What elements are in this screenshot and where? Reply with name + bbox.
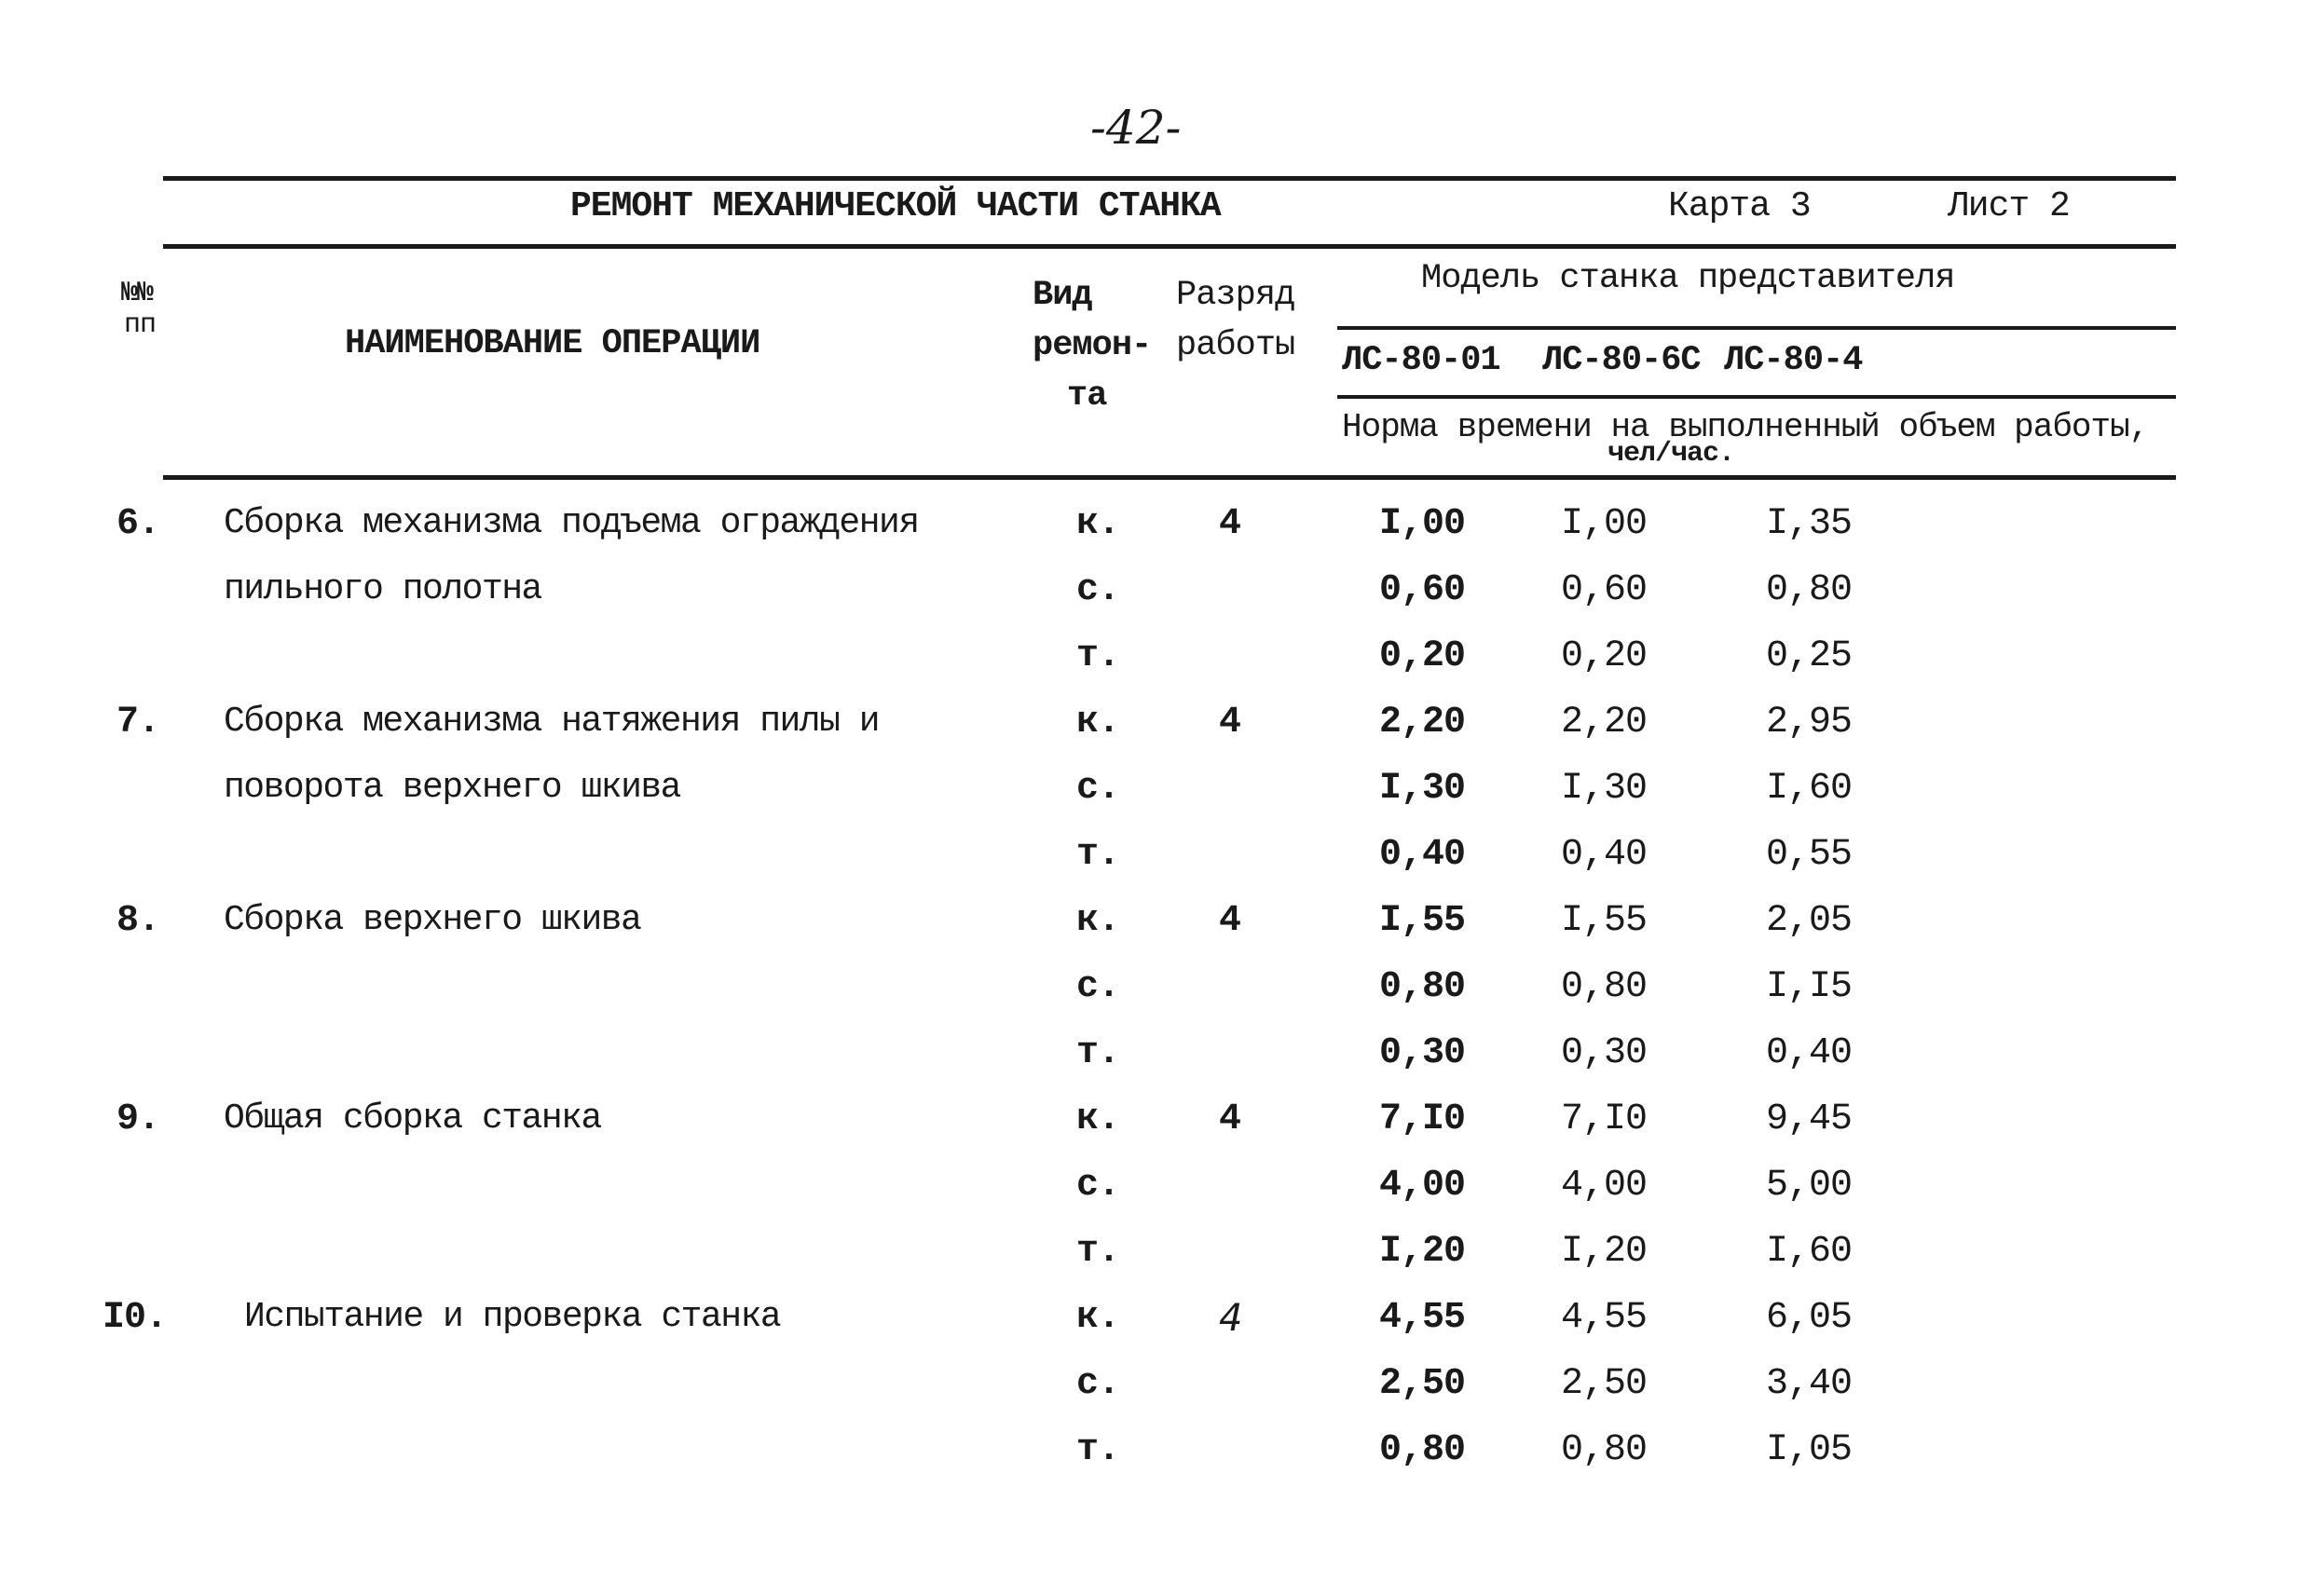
sheet-number: Лист 2 xyxy=(1948,186,2070,226)
repair-type: с. xyxy=(1076,768,1120,810)
time-norm-3: I,60 xyxy=(1766,1231,1853,1273)
document-title: РЕМОНТ МЕХАНИЧЕСКОЙ ЧАСТИ СТАНКА xyxy=(570,186,1221,226)
work-grade: 4 xyxy=(1219,503,1241,545)
time-norm-3: I,35 xyxy=(1766,503,1853,545)
header-bottom-rule xyxy=(163,475,2176,480)
time-norm-1: I,30 xyxy=(1379,768,1466,810)
time-norm-2: 0,80 xyxy=(1561,1429,1648,1471)
col-model-group: Модель станка представителя xyxy=(1421,259,1955,298)
time-norm-1: I,20 xyxy=(1379,1231,1466,1273)
repair-type: с. xyxy=(1076,1165,1120,1207)
operation-name: пильного полотна xyxy=(224,569,541,609)
operation-name: Сборка механизма подъема ограждения xyxy=(224,503,919,543)
time-norm-3: 2,95 xyxy=(1766,702,1853,743)
operation-number: I0. xyxy=(103,1297,168,1339)
col-num-line1: №№ xyxy=(121,278,154,309)
model-group-rule xyxy=(1337,326,2176,330)
operation-number: 9. xyxy=(116,1098,160,1140)
time-norm-1: 0,60 xyxy=(1379,569,1466,611)
time-norm-1: I,00 xyxy=(1379,503,1466,545)
time-norm-2: 4,55 xyxy=(1561,1297,1648,1339)
time-norm-3: 5,00 xyxy=(1766,1165,1853,1207)
time-norm-3: 2,05 xyxy=(1766,900,1853,942)
col-model-1: ЛС-80-01 xyxy=(1342,341,1500,380)
time-norm-1: 0,80 xyxy=(1379,966,1466,1008)
time-norm-3: 3,40 xyxy=(1766,1363,1853,1405)
models-rule xyxy=(1337,395,2176,399)
time-norm-2: 0,40 xyxy=(1561,834,1648,876)
work-grade: 4 xyxy=(1219,1297,1242,1340)
repair-type: т. xyxy=(1076,1032,1120,1074)
repair-type: к. xyxy=(1076,1297,1120,1339)
time-norm-3: I,60 xyxy=(1766,768,1853,810)
time-norm-1: 0,30 xyxy=(1379,1032,1466,1074)
time-norm-2: 7,I0 xyxy=(1561,1098,1648,1140)
time-norm-1: 7,I0 xyxy=(1379,1098,1466,1140)
col-grade-line2: работы xyxy=(1176,326,1295,365)
operation-name: Сборка верхнего шкива xyxy=(224,900,641,940)
repair-type: т. xyxy=(1076,1429,1120,1471)
time-norm-3: 9,45 xyxy=(1766,1098,1853,1140)
time-norm-1: I,55 xyxy=(1379,900,1466,942)
time-norm-3: I,05 xyxy=(1766,1429,1853,1471)
time-norm-2: 0,30 xyxy=(1561,1032,1648,1074)
time-norm-2: I,20 xyxy=(1561,1231,1648,1273)
time-norm-2: 0,20 xyxy=(1561,635,1648,677)
work-grade: 4 xyxy=(1219,702,1241,743)
time-norm-2: I,55 xyxy=(1561,900,1648,942)
time-norm-3: I,I5 xyxy=(1766,966,1853,1008)
col-name-header: НАИМЕНОВАНИЕ ОПЕРАЦИИ xyxy=(345,324,760,363)
col-repair-line3: та xyxy=(1067,376,1107,416)
time-norm-1: 2,50 xyxy=(1379,1363,1466,1405)
time-norm-1: 0,80 xyxy=(1379,1429,1466,1471)
col-model-2: ЛС-80-6С xyxy=(1542,341,1701,380)
repair-type: с. xyxy=(1076,1363,1120,1405)
col-repair-line2: ремон- xyxy=(1033,326,1152,365)
repair-type: к. xyxy=(1076,900,1120,942)
operation-name: поворота верхнего шкива xyxy=(224,768,680,808)
repair-type: с. xyxy=(1076,966,1120,1008)
time-norm-3: 0,25 xyxy=(1766,635,1853,677)
work-grade: 4 xyxy=(1219,1098,1241,1140)
repair-type: т. xyxy=(1076,834,1120,876)
time-norm-1: 2,20 xyxy=(1379,702,1466,743)
operation-name: Сборка механизма натяжения пилы и xyxy=(224,702,880,742)
time-norm-3: 0,55 xyxy=(1766,834,1853,876)
time-norm-3: 0,80 xyxy=(1766,569,1853,611)
time-norm-2: I,30 xyxy=(1561,768,1648,810)
repair-type: к. xyxy=(1076,702,1120,743)
repair-type: т. xyxy=(1076,1231,1120,1273)
time-norm-3: 0,40 xyxy=(1766,1032,1853,1074)
operation-number: 7. xyxy=(116,702,160,743)
time-norm-1: 0,40 xyxy=(1379,834,1466,876)
operation-name: Испытание и проверка станка xyxy=(244,1297,781,1337)
page-number: -42- xyxy=(1090,101,1182,155)
time-norm-2: 2,50 xyxy=(1561,1363,1648,1405)
repair-type: к. xyxy=(1076,503,1120,545)
time-norm-1: 0,20 xyxy=(1379,635,1466,677)
col-model-3: ЛС-80-4 xyxy=(1724,341,1863,380)
time-norm-1: 4,55 xyxy=(1379,1297,1466,1339)
time-norm-2: I,00 xyxy=(1561,503,1648,545)
time-norm-3: 6,05 xyxy=(1766,1297,1853,1339)
repair-type: с. xyxy=(1076,569,1120,611)
time-norm-1: 4,00 xyxy=(1379,1165,1466,1207)
repair-type: к. xyxy=(1076,1098,1120,1140)
col-repair-line1: Вид xyxy=(1033,276,1092,315)
operation-number: 6. xyxy=(116,503,160,545)
top-rule xyxy=(163,176,2176,181)
col-grade-line1: Разряд xyxy=(1176,276,1295,315)
operation-name: Общая сборка станка xyxy=(224,1098,601,1139)
work-grade: 4 xyxy=(1219,900,1241,942)
col-norm-line1: Норма времени на выполненный объем работы, xyxy=(1342,408,2149,446)
time-norm-2: 2,20 xyxy=(1561,702,1648,743)
col-num-line2: пп xyxy=(124,309,157,341)
col-norm-line2: чел/час. xyxy=(1607,438,1735,470)
card-number: Карта 3 xyxy=(1668,186,1811,226)
time-norm-2: 4,00 xyxy=(1561,1165,1648,1207)
repair-type: т. xyxy=(1076,635,1120,677)
time-norm-2: 0,80 xyxy=(1561,966,1648,1008)
operation-number: 8. xyxy=(116,900,160,942)
time-norm-2: 0,60 xyxy=(1561,569,1648,611)
header-rule xyxy=(163,244,2176,249)
